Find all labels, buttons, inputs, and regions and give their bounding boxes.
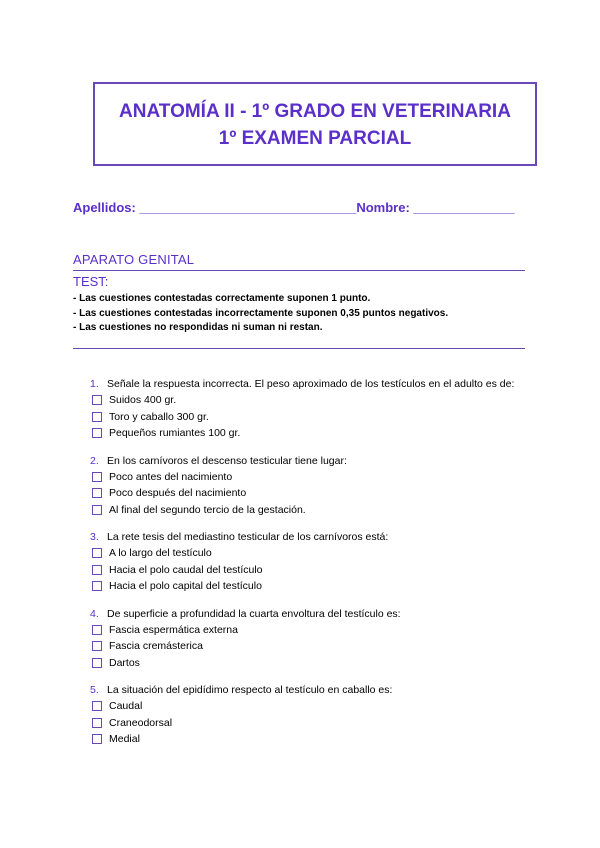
option-label: Craneodorsal xyxy=(109,716,173,729)
question-3 xyxy=(90,529,560,595)
scoring-rule: - Las cuestiones no respondidas ni suman ni restan. xyxy=(73,322,323,333)
checkbox-icon[interactable] xyxy=(92,412,102,422)
answer-option[interactable] xyxy=(90,409,560,426)
option-label: Caudal xyxy=(109,700,143,712)
option-label: Medial xyxy=(109,733,140,745)
option-label: Toro y caballo 300 gr. xyxy=(109,410,209,423)
question-number: 5. xyxy=(90,684,99,696)
answer-option[interactable] xyxy=(90,469,560,486)
checkbox-icon[interactable] xyxy=(92,718,102,728)
checkbox-icon[interactable] xyxy=(92,581,102,591)
option-label: Fascia cremásterica xyxy=(109,640,203,652)
checkbox-icon[interactable] xyxy=(92,641,102,651)
checkbox-icon[interactable] xyxy=(92,658,102,668)
checkbox-icon[interactable] xyxy=(92,548,102,558)
checkbox-icon[interactable] xyxy=(92,701,102,711)
answer-option[interactable] xyxy=(90,562,560,579)
checkbox-icon[interactable] xyxy=(92,505,102,515)
answer-option[interactable] xyxy=(90,578,560,595)
question-number: 3. xyxy=(90,531,99,543)
question-5 xyxy=(90,682,560,748)
option-label: Dartos xyxy=(109,656,140,669)
checkbox-icon[interactable] xyxy=(92,488,102,498)
checkbox-icon[interactable] xyxy=(92,734,102,744)
option-label: Suidos 400 gr. xyxy=(109,394,177,406)
question-number: 1. xyxy=(90,378,99,390)
answer-option[interactable] xyxy=(90,425,560,442)
section-title: APARATO GENITAL xyxy=(73,252,195,267)
option-label: Fascia espermática externa xyxy=(109,623,238,636)
checkbox-icon[interactable] xyxy=(92,565,102,575)
checkbox-icon[interactable] xyxy=(92,472,102,482)
answer-option[interactable] xyxy=(90,545,560,562)
answer-option[interactable] xyxy=(90,502,560,519)
question-number: 2. xyxy=(90,454,99,467)
divider-bottom xyxy=(73,348,525,349)
exam-title-box xyxy=(93,82,537,166)
option-label: Hacia el polo caudal del testículo xyxy=(109,563,263,576)
option-label: Al final del segundo tercio de la gestación. xyxy=(109,503,306,516)
exam-title-line1: ANATOMÍA II - 1º GRADO EN VETERINARIA xyxy=(119,101,511,122)
option-label: Hacia el polo capital del testículo xyxy=(109,580,262,592)
answer-option[interactable] xyxy=(90,392,560,409)
option-label: Pequeños rumiantes 100 gr. xyxy=(109,427,241,439)
scoring-rules xyxy=(73,292,448,336)
question-text: De superficie a profundidad la cuarta envoltura del testículo es: xyxy=(107,607,401,620)
option-label: A lo largo del testículo xyxy=(109,547,212,559)
scoring-rule: - Las cuestiones contestadas correctamente suponen 1 punto. xyxy=(73,293,371,304)
question-text: La rete tesis del mediastino testicular de los carnívoros está: xyxy=(107,531,389,543)
test-label: TEST: xyxy=(73,274,109,289)
checkbox-icon[interactable] xyxy=(92,395,102,405)
exam-title-line2: 1º EXAMEN PARCIAL xyxy=(218,128,412,149)
question-text: La situación del epidídimo respecto al testículo en caballo es: xyxy=(107,684,393,696)
option-label: Poco antes del nacimiento xyxy=(109,470,233,483)
question-number: 4. xyxy=(90,607,99,620)
scoring-rule: - Las cuestiones contestadas incorrectamente suponen 0,35 puntos negativos. xyxy=(73,307,449,319)
answer-option[interactable] xyxy=(90,698,560,715)
option-label: Poco después del nacimiento xyxy=(109,487,247,499)
question-4 xyxy=(90,606,560,672)
answer-option[interactable] xyxy=(90,655,560,672)
divider-top xyxy=(73,270,525,271)
answer-option[interactable] xyxy=(90,638,560,655)
question-list xyxy=(90,376,560,759)
answer-option[interactable] xyxy=(90,485,560,502)
question-1 xyxy=(90,376,560,442)
answer-option[interactable] xyxy=(90,622,560,639)
question-text: En los carnívoros el descenso testicular tiene lugar: xyxy=(107,454,347,467)
answer-option[interactable] xyxy=(90,731,560,748)
question-text: Señale la respuesta incorrecta. El peso aproximado de los testículos en el adulto es de: xyxy=(107,378,515,390)
name-fields-line[interactable]: Apellidos: ______________________________Nombre: ______________ xyxy=(73,200,515,215)
checkbox-icon[interactable] xyxy=(92,428,102,438)
question-2 xyxy=(90,453,560,519)
checkbox-icon[interactable] xyxy=(92,625,102,635)
answer-option[interactable] xyxy=(90,715,560,732)
